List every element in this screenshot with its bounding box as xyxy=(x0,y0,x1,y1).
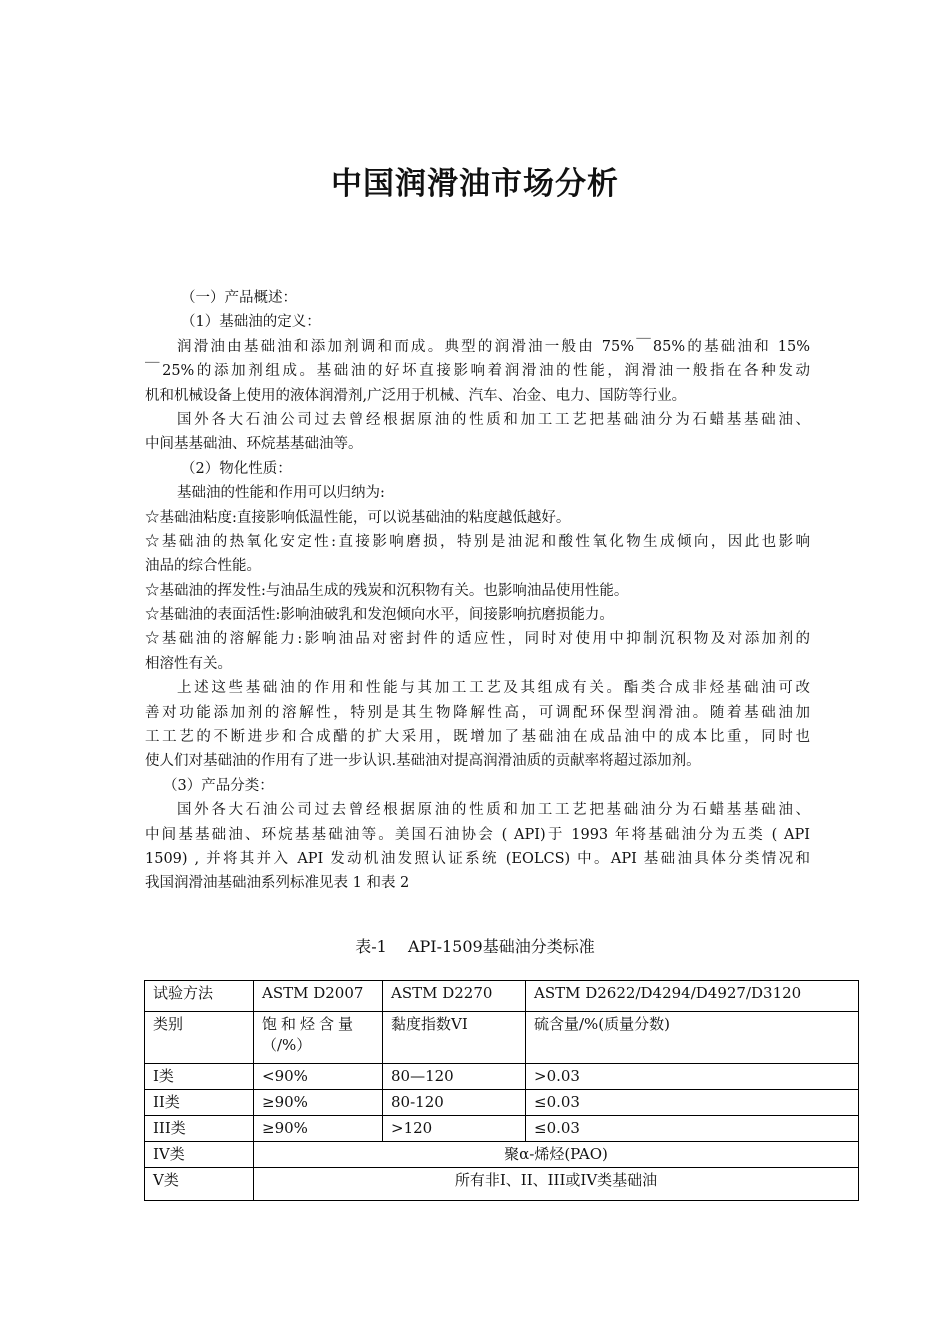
table-cell: ≥90% xyxy=(254,1090,383,1116)
table-cell: III类 xyxy=(145,1116,254,1142)
table-row xyxy=(145,1012,859,1064)
property-item: 相溶性有关。 xyxy=(145,655,232,672)
header-cell: ASTM D2007 xyxy=(254,981,383,1012)
table-cell: ≤0.03 xyxy=(526,1116,859,1142)
property-item: 油品的综合性能。 xyxy=(145,558,261,575)
table-cell: 硫含量/%(质量分数) xyxy=(526,1012,859,1064)
table-cell: II类 xyxy=(145,1090,254,1116)
table-cell: >120 xyxy=(383,1116,526,1142)
property-item: ☆基础油的挥发性:与油品生成的残炭和沉积物有关。也影响油品使用性能。 xyxy=(145,582,629,599)
paragraph-line: 国外各大石油公司过去曾经根据原油的性质和加工工艺把基础油分为石蜡基基础油、 xyxy=(177,411,810,428)
page-title: 中国润滑油市场分析 xyxy=(331,166,619,202)
paragraph-line: 中间基基础油、环烷基基础油等。美国石油协会 ( API)于 1993 年将基础油分为五类 ( API xyxy=(145,826,810,843)
table-caption-number: 表-1 xyxy=(355,937,387,956)
table-cell: ≤0.03 xyxy=(526,1090,859,1116)
paragraph-line: 中间基基础油、环烷基基础油等。 xyxy=(145,436,363,453)
paragraph-line: ￣25%的添加剂组成。基础油的好坏直接影响着润滑油的性能，润滑油一般指在各种发动 xyxy=(145,363,810,380)
document-body xyxy=(145,286,810,896)
table-cell: IV类 xyxy=(145,1142,254,1168)
table-cell: <90% xyxy=(254,1064,383,1090)
table-caption-text: API-1509基础油分类标准 xyxy=(407,937,595,956)
table-row xyxy=(145,1168,859,1201)
base-oil-classification-table xyxy=(144,980,859,1201)
paragraph-line: 上述这些基础油的作用和性能与其加工工艺及其组成有关。酯类合成非烃基础油可改 xyxy=(177,680,810,697)
property-item: ☆基础油的热氧化安定性:直接影响磨损，特别是油泥和酸性氧化物生成倾向，因此也影响 xyxy=(145,533,810,550)
table-cell-merged: 聚α-烯烃(PAO) xyxy=(254,1142,859,1168)
table-cell: V类 xyxy=(145,1168,254,1201)
table-cell: 黏度指数VI xyxy=(383,1012,526,1064)
table-cell: >0.03 xyxy=(526,1064,859,1090)
table-row xyxy=(145,1142,859,1168)
table-row xyxy=(145,1064,859,1090)
property-item: ☆基础油粘度:直接影响低温性能，可以说基础油的粘度越低越好。 xyxy=(145,509,571,526)
property-item: ☆基础油的表面活性:影响油破乳和发泡倾向水平，间接影响抗磨损能力。 xyxy=(145,607,614,624)
table-header-row xyxy=(145,981,859,1012)
header-cell: ASTM D2622/D4294/D4927/D3120 xyxy=(526,981,859,1012)
cell-line: （/%） xyxy=(262,1036,312,1054)
header-cell: 试验方法 xyxy=(145,981,254,1012)
property-item: ☆基础油的溶解能力:影响油品对密封件的适应性，同时对使用中抑制沉积物及对添加剂的 xyxy=(145,631,810,648)
table-row xyxy=(145,1090,859,1116)
paragraph-line: 工工艺的不断进步和合成醋的扩大采用，既增加了基础油在成品油中的成本比重，同时也 xyxy=(145,729,810,746)
cell-line: 饱和烃含量 xyxy=(262,1015,358,1033)
table-cell: 类别 xyxy=(145,1012,254,1064)
paragraph-line: 基础油的性能和作用可以归纳为: xyxy=(177,485,385,502)
paragraph-line: 1509) , 并将其并入 API 发动机油发照认证系统 (EOLCS) 中。API 基础油具体分类情况和 xyxy=(145,850,810,867)
subsection-heading: （3）产品分类： xyxy=(163,777,274,794)
table-row xyxy=(145,1116,859,1142)
table-caption xyxy=(0,934,950,957)
table-cell: I类 xyxy=(145,1064,254,1090)
table-cell: 80-120 xyxy=(383,1090,526,1116)
paragraph-line: 国外各大石油公司过去曾经根据原油的性质和加工工艺把基础油分为石蜡基基础油、 xyxy=(177,802,810,819)
paragraph-line: 善对功能添加剂的溶解性，特别是其生物降解性高，可调配环保型润滑油。随着基础油加 xyxy=(145,704,810,721)
subsection-heading: （2）物化性质： xyxy=(181,460,292,477)
table-cell xyxy=(254,1012,383,1064)
table-cell-merged: 所有非I、II、III或IV类基础油 xyxy=(254,1168,859,1201)
header-cell: ASTM D2270 xyxy=(383,981,526,1012)
subsection-heading: （1）基础油的定义： xyxy=(181,314,321,331)
table-cell: ≥90% xyxy=(254,1116,383,1142)
table-cell: 80—120 xyxy=(383,1064,526,1090)
paragraph-line: 我国润滑油基础油系列标准见表 1 和表 2 xyxy=(145,875,410,892)
section-heading: （一）产品概述： xyxy=(181,290,297,306)
paragraph-line: 机和机械设备上使用的液体润滑剂,广泛用于机械、汽车、冶金、电力、国防等行业。 xyxy=(145,387,687,404)
paragraph-line: 润滑油由基础油和添加剂调和而成。典型的润滑油一般由 75%￣85%的基础油和 15% xyxy=(177,338,810,355)
paragraph-line: 使人们对基础油的作用有了进一步认识.基础油对提高润滑油质的贡献率将超过添加剂。 xyxy=(145,753,701,770)
